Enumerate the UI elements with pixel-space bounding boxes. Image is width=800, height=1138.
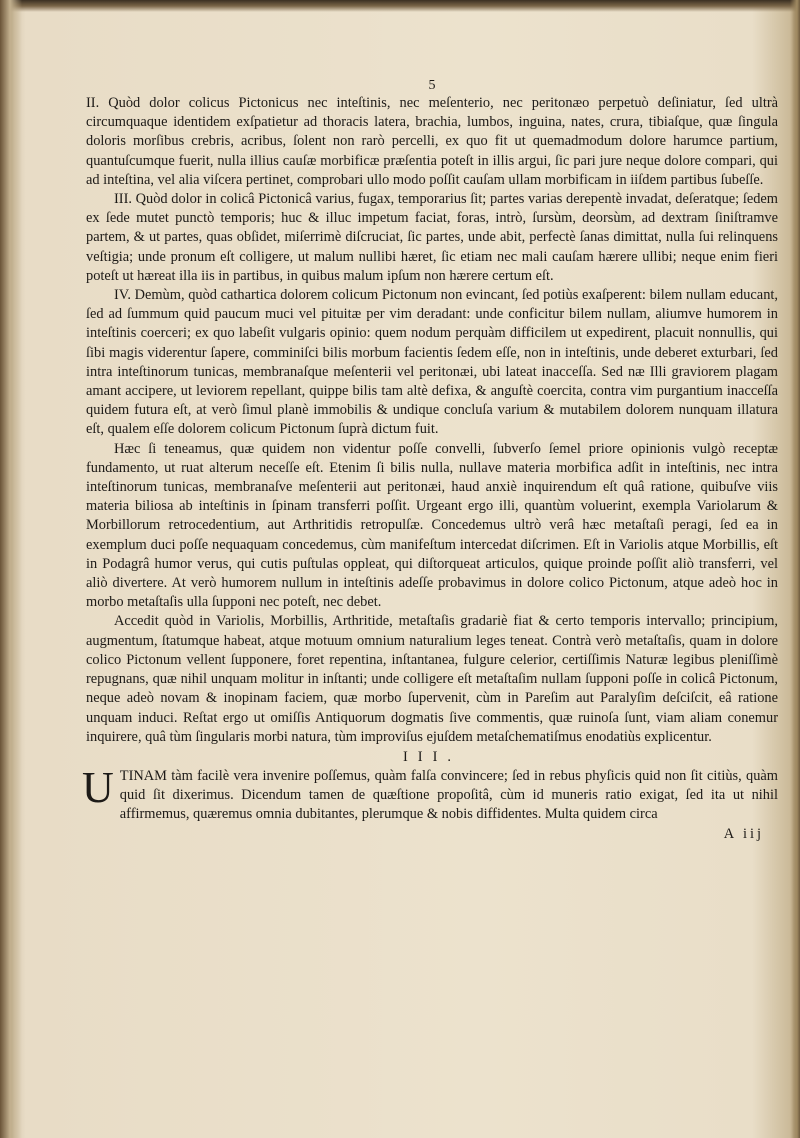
book-spine-shadow [0,0,22,1138]
section-opening-paragraph: TINAM tàm facilè vera invenire poſſemus, quàm falſa convincere; ſed in rebus phyſicis quid non ſit citiùs, quàm quid ſit dixerimus. Dicendum tamen de quæſtione propoſitâ, cùm id muneris ratio exigat, ſed ita ut nihil affirmemus, quæremus omnia dubitantes, plerumque & nobis diffidentes. Multa quidem circa [119,767,778,823]
paragraph-accedit: Accedit quòd in Variolis, Morbillis, Arthritide, metaſtaſis gradariè fiat & certo temporis intervallo; principium, augmentum, ſtatumque habeat, atque motuum omnium naturalium leges teneat. Contrà verò metaſtaſis, quam in dolore colico Pictonum vellent ſupponere, foret repentina, inſtantanea, fulgure celerior, certiſſimis Naturæ legibus pleniſſimè repugnans, quæ nihil unquam molitur in inſtanti; unde colligere eſt metaſtaſim nullam ſupponi poſſe in colicâ Pictonum, neque adeò novam & inopinam faciem, quæ morbo ſupervenit, cùm in Pareſim aut Paralyſim deſciſcit, eâ ratione unquam induci. Reſtat ergo ut omiſſis Antiquorum dogmatis ſive commentis, quæ ruinoſa ſunt, viam aliam conemur inquirere, quâ tùm ſingularis morbi natura, tùm improviſus ejuſdem metaſchematiſmus enodatiùs explicentur. [86,613,778,745]
drop-capital: U [82,762,114,812]
section-heading: III. [403,748,461,765]
page-right-edge [790,0,800,1138]
paragraph-2: II. Quòd dolor colicus Pictonicus nec inteſtinis, nec meſenterio, nec peritonæo perpetuò deſiniatur, ſed ultrà circumquaque identidem exſpatietur ad thoracis latera, brachia, lumbos, inguina, nates, crura, tibiaſque, quæ ſingula doloris morſibus crebris, acribus, ſolent non rarò percelli, ex quo fit ut quemadmodum dolore harumce partium, quantuſcumque fuerit, nulla illius cauſæ morbificæ præſentia poteſt in illis argui, ſic pari jure neque dolore compari, qui ad inteſtina, vel alia viſcera pertinet, comprobari ullo modo poſſit cauſam ullam morbificam in iiſdem partibus ſubeſſe. [86,95,778,188]
page-top-edge [0,0,800,12]
paragraph-3: III. Quòd dolor in colicâ Pictonicâ varius, fugax, temporarius ſit; partes varias derepentè invadat, deſeratque; ſedem ex ſede mutet punctò temporis; huc & illuc impetum faciat, foras, intrò, ſursùm, deorsùm, ad dextram ſiniſtramve partem, & ut partes, quas obſidet, miſerrimè diſcruciat, ſic partes, unde abit, perfectè ſanas dimittat, nulla ſui relinquens veſtigia; unde pronum eſt colligere, ut malum nullibi hæret, ſic etiam nec mali cauſam hærere ullibi; neque enim fieri poteſt ut hæreat illa iis in partibus, in quibus malum ipſum non hærere certum eſt. [86,191,778,284]
section-opening [82,762,778,825]
signature-text: A iij [723,825,764,842]
text-block [82,76,778,845]
paragraph-4: IV. Demùm, quòd cathartica dolorem colicum Pictonum non evincant, ſed potiùs exaſperent: bilem nullam educant, ſed ad ſummum quid paucum muci vel pituitæ per vim deradant: unde conficitur bilem nullam, aliumve humorem in inteſtinis coerceri; ex quo labeſit vulgaris opinio: quem nodum perquàm difficilem ut expedirent, placuit nonnullis, qui ſibi magis viderentur ſapere, comminiſci bilis morbum facientis ſedem eſſe, non in inteſtinis, unde deberet exturbari, ſed intra inteſtinorum tunicas, membranaſque meſenterii vel peritonæi, ubi lateat inacceſſa. Sed næ Illi graviorem plagam amant accipere, ut leviorem repellant, quippe bilis tam altè defixa, & anguſtè coercita, contra vim purgantium inacceſſa quidem futura eſt, at verò ſimul planè immobilis & undique concluſa varium & mutabilem dolorem nunquam illatura eſt, qualem eſſe dolorem colicum Pictonum ſuprà dictum fuit. [86,287,778,438]
paragraph-conclusion: Hæc ſi teneamus, quæ quidem non videntur poſſe convelli, ſubverſo ſemel priore opinionis vulgò receptæ fundamento, ut ruat alterum neceſſe eſt. Etenim ſi bilis nulla, nullave materia morbifica adſit in inteſtinis, nec intra inteſtinorum tunicas, membranaſve meſenterii aut peritonæi, haud anxiè inquirendum eſt quâ ratione, quibuſve viis materia biliosa ab inteſtinis in ſpinam transferri poſſit. Urgeant ergo illi, quantùm voluerint, exempla Variolarum & Morbillorum retrocedentium, aut Arthritidis retropulſæ. Concedemus ultrò verâ hæc metaſtaſi peragi, ſed ea in exemplum duci poſſe nequaquam concedemus, cùm manifeſtum intercedat diſcrimen. Eſt in Variolis atque Morbillis, eſt in Podagrâ humor verus, qui cutis puſtulas oppleat, qui diſtorqueat articulos, quique proinde poſſit aliò transferri, vel aliò divertere. At verò humorem nullum in inteſtinis adeſſe probavimus in dolore colico Pictonum, atque adeò hoc in morbo metaſtaſis ulla ſupponi nec poteſt, nec debet. [86,440,778,611]
signature-mark [86,825,778,845]
page-number: 5 [428,78,436,93]
